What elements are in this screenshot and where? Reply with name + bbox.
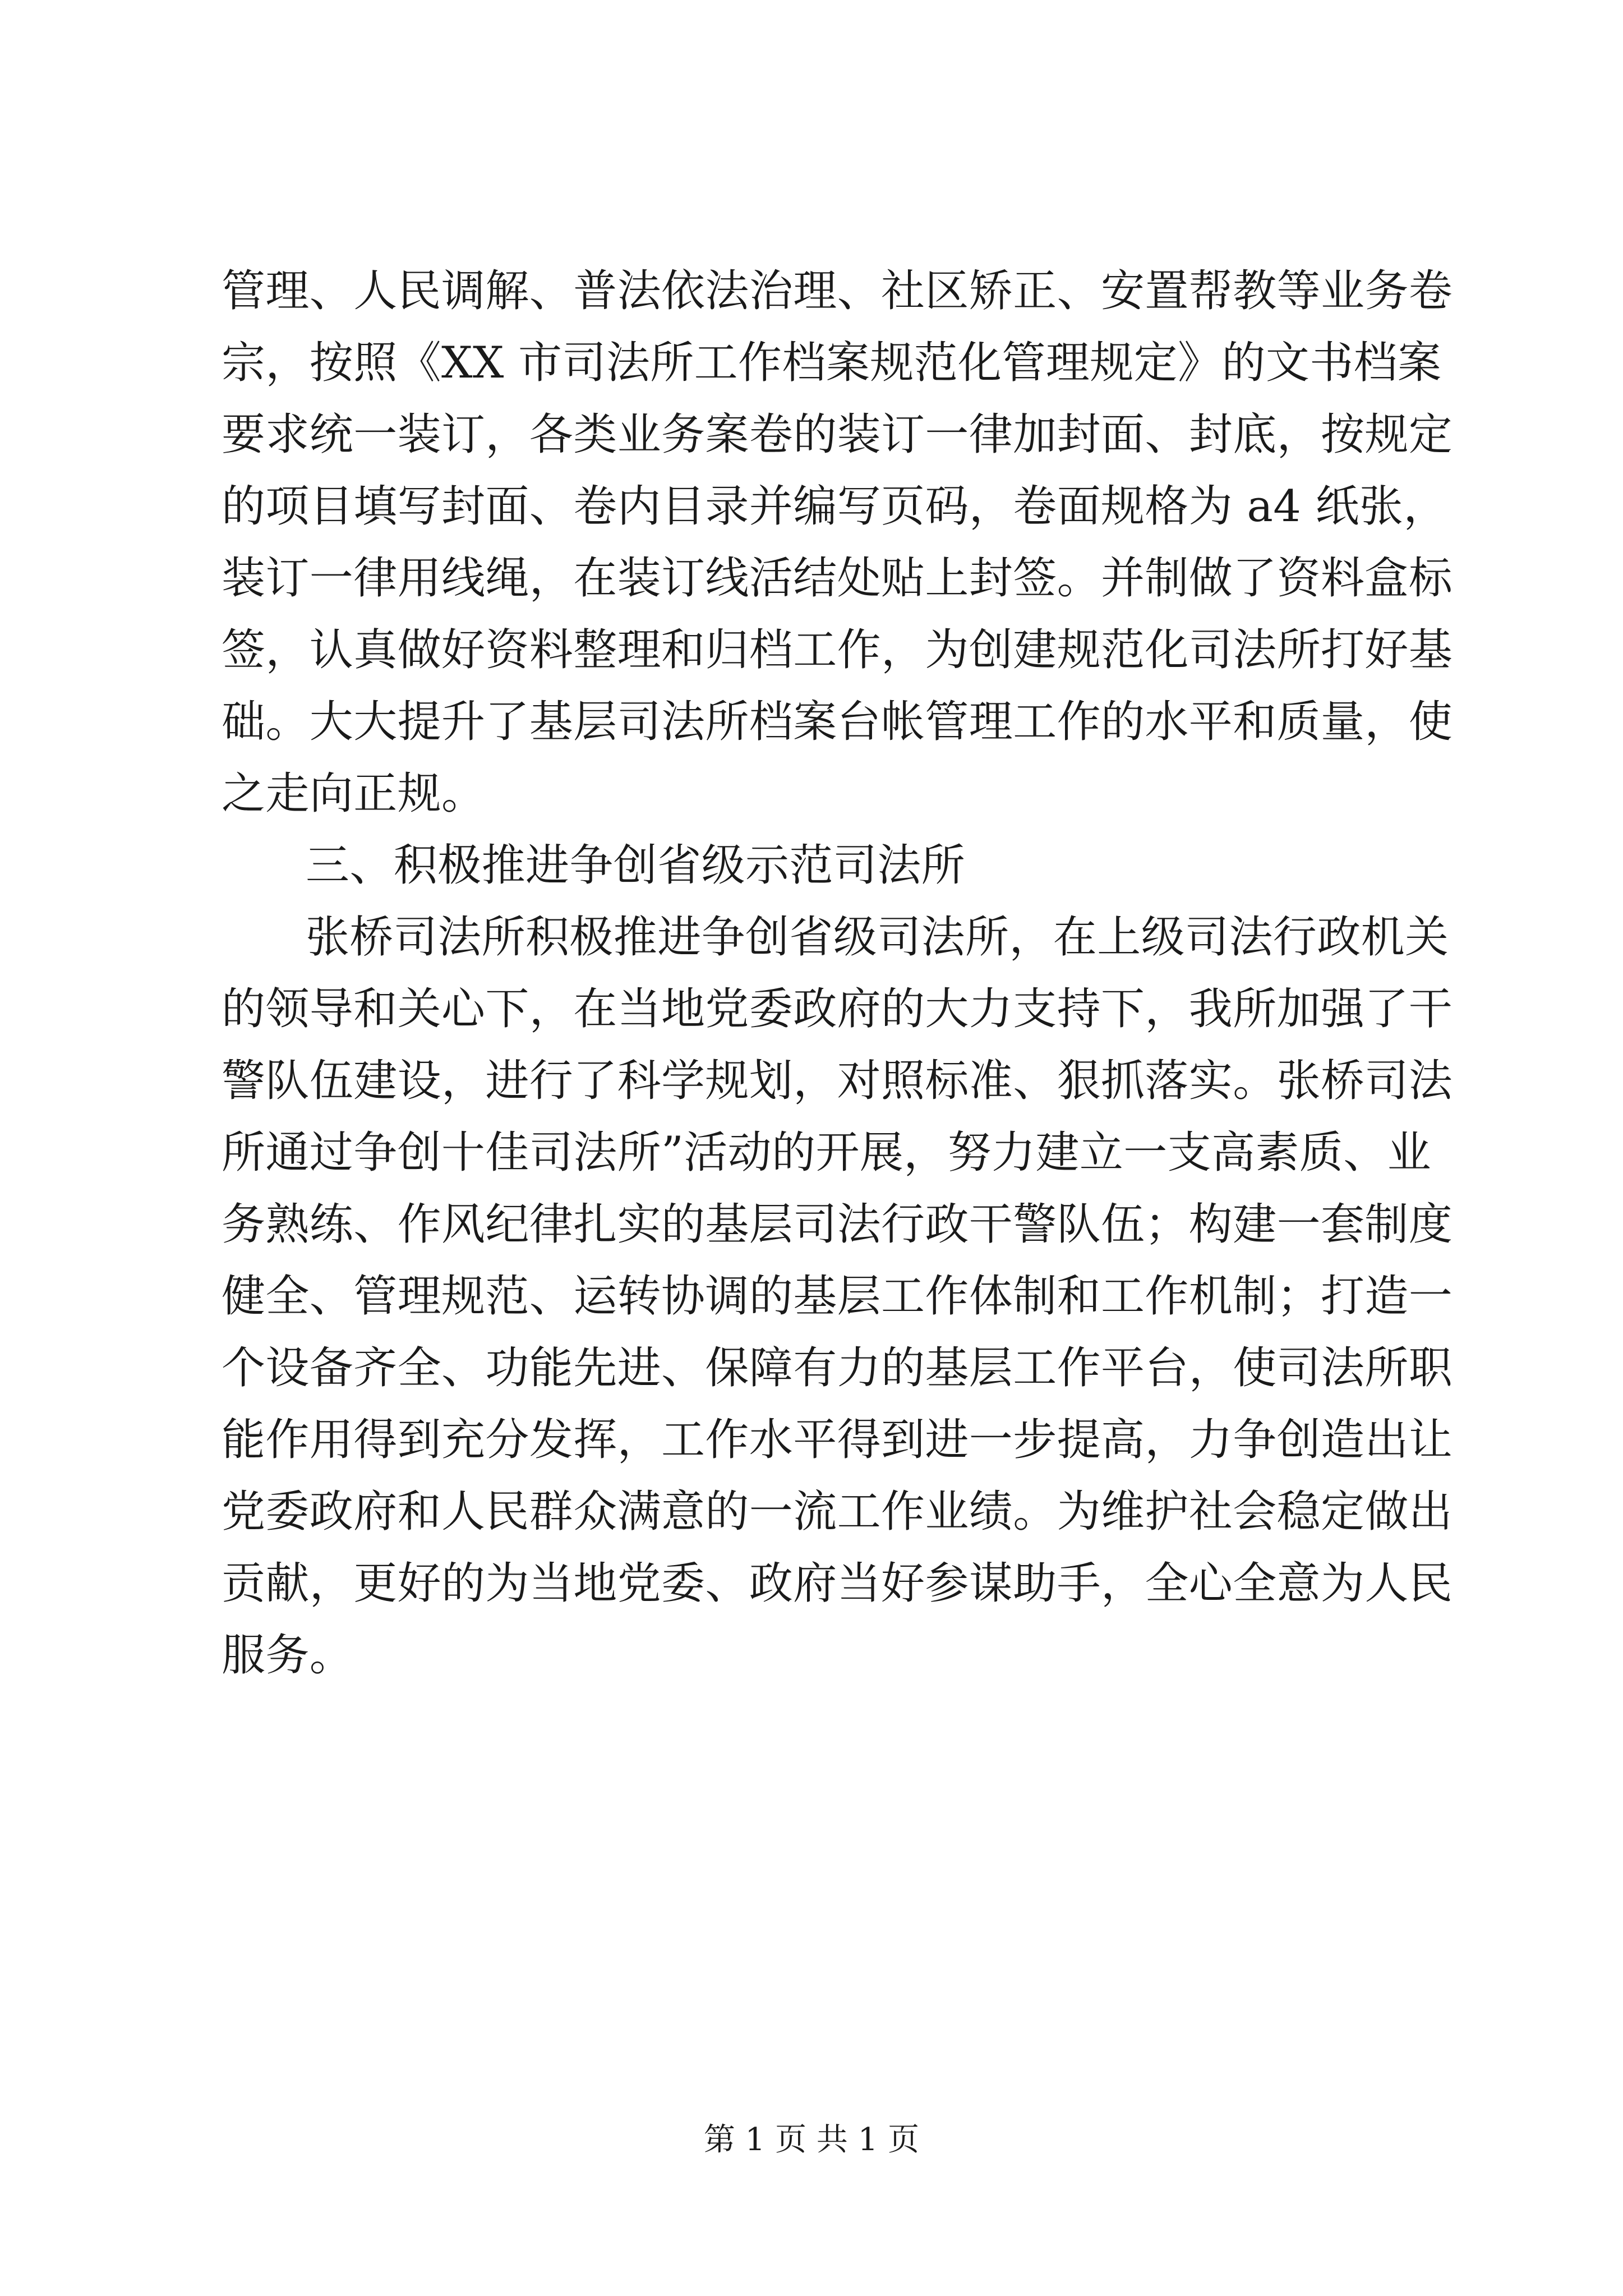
paragraph-line: 个设备齐全、功能先进、保障有力的基层工作平台，使司法所职 [222, 1343, 1453, 1393]
document-body [222, 255, 1453, 1691]
section-heading: 三、积极推进争创省级示范司法所 [306, 840, 966, 891]
paragraph-line: 础。大大提升了基层司法所档案台帐管理工作的水平和质量，使 [222, 697, 1453, 747]
paragraph-line: 服务。 [222, 1630, 354, 1681]
paragraph-line: 签，认真做好资料整理和归档工作，为创建规范化司法所打好基 [222, 625, 1453, 675]
paragraph-line: 管理、人民调解、普法依法治理、社区矫正、安置帮教等业务卷 [222, 266, 1453, 316]
paragraph-line: 宗，按照《XX 市司法所工作档案规范化管理规定》的文书档案 [222, 338, 1442, 388]
paragraph-line: 警队伍建设，进行了科学规划，对照标准、狠抓落实。张桥司法 [222, 1056, 1453, 1106]
paragraph-line: 张桥司法所积极推进争创省级司法所，在上级司法行政机关 [306, 912, 1449, 963]
paragraph-line: 之走向正规。 [222, 769, 486, 819]
paragraph-line: 的领导和关心下，在当地党委政府的大力支持下，我所加强了干 [222, 984, 1453, 1034]
paragraph-line: 健全、管理规范、运转协调的基层工作体制和工作机制；打造一 [222, 1271, 1453, 1322]
paragraph-line: 务熟练、作风纪律扎实的基层司法行政干警队伍；构建一套制度 [222, 1199, 1453, 1250]
paragraph-line: 党委政府和人民群众满意的一流工作业绩。为维护社会稳定做出 [222, 1487, 1453, 1537]
paragraph-line: 能作用得到充分发挥，工作水平得到进一步提高，力争创造出让 [222, 1415, 1453, 1465]
page-number-footer: 第 1 页 共 1 页 [703, 2122, 920, 2158]
paragraph-line: 贡献，更好的为当地党委、政府当好参谋助手，全心全意为人民 [222, 1558, 1453, 1609]
paragraph-line: 装订一律用线绳，在装订线活结处贴上封签。并制做了资料盒标 [222, 553, 1453, 604]
paragraph-line: 所通过争创十佳司法所”活动的开展，努力建立一支高素质、业 [222, 1128, 1432, 1178]
paragraph-line: 的项目填写封面、卷内目录并编写页码，卷面规格为 a4 纸张， [222, 481, 1447, 532]
paragraph-line: 要求统一装订，各类业务案卷的装订一律加封面、封底，按规定 [222, 409, 1453, 460]
